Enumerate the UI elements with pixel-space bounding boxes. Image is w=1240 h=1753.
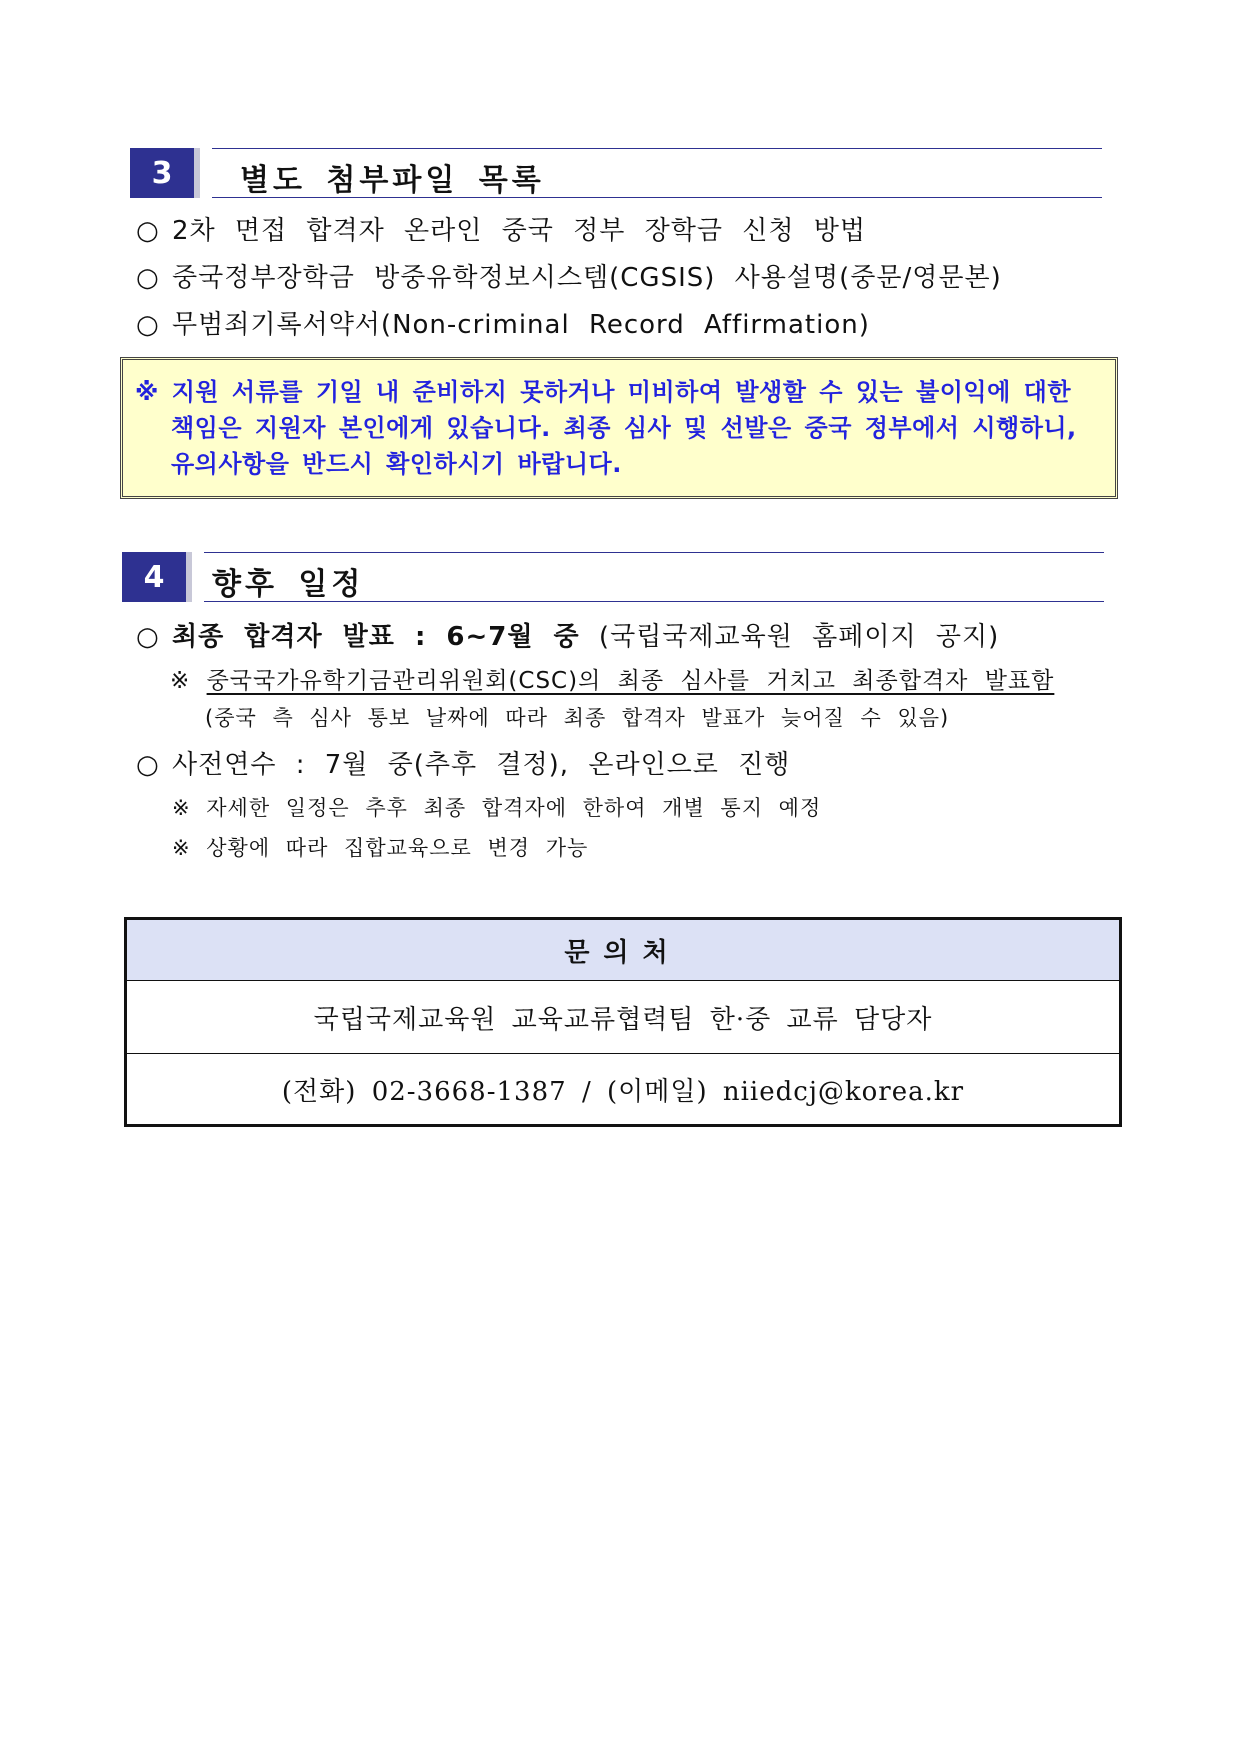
contact-table	[124, 917, 1122, 1127]
list-item	[136, 210, 866, 247]
contact-info[interactable]: (전화) 02-3668-1387 / (이메일) niiedcj@korea.kr	[281, 1076, 965, 1107]
section-title: 향후 일정	[212, 567, 365, 602]
circle-bullet-icon: ○	[136, 216, 160, 246]
note-item: ※ 상황에 따라 집합교육으로 변경 가능	[172, 836, 589, 860]
section-4-header	[122, 552, 1104, 602]
note-item: ※ 자세한 일정은 추후 최종 합격자에 한하여 개별 통지 예정	[172, 796, 822, 820]
csc-note-text: 중국국가유학기금관리위원회(CSC)의 최종 심사를 거치고 최종합격자 발표함	[206, 668, 1055, 694]
list-item-text: 중국정부장학금 방중유학정보시스템(CGSIS) 사용설명(중문/영문본)	[172, 263, 1002, 293]
contact-header: 문의처	[127, 920, 1119, 981]
circle-bullet-icon: ○	[136, 750, 160, 780]
list-item-text: 2차 면접 합격자 온라인 중국 정부 장학금 신청 방법	[172, 216, 866, 246]
circle-bullet-icon: ○	[136, 263, 160, 293]
note-subtext: (중국 측 심사 통보 날짜에 따라 최종 합격자 발표가 늦어질 수 있음)	[205, 706, 950, 730]
contact-team: 국립국제교육원 교육교류협력팀 한·중 교류 담당자	[127, 981, 1119, 1054]
announcement-source: (국립국제교육원 홈페이지 공지)	[579, 622, 1000, 652]
section-title: 별도 첨부파일 목록	[240, 163, 545, 198]
section-number-badge: 4	[122, 552, 186, 602]
note-item	[170, 662, 1054, 695]
list-item	[136, 744, 790, 781]
warning-line	[135, 374, 1105, 410]
header-top-rule	[204, 552, 1104, 553]
list-item	[136, 616, 999, 653]
reference-mark-icon: ※	[170, 668, 191, 694]
warning-text	[135, 374, 1105, 482]
list-item	[136, 257, 1002, 294]
circle-bullet-icon: ○	[136, 310, 160, 340]
reference-mark-icon: ※	[135, 378, 159, 406]
list-item-text: 사전연수 : 7월 중(추후 결정), 온라인으로 진행	[172, 750, 791, 780]
list-item	[136, 304, 870, 341]
section-number-badge: 3	[130, 148, 194, 198]
circle-bullet-icon: ○	[136, 622, 160, 652]
warning-line-text: 지원 서류를 기일 내 준비하지 못하거나 미비하여 발생할 수 있는 불이익에 대한	[171, 378, 1071, 406]
warning-line: 책임은 지원자 본인에게 있습니다. 최종 심사 및 선발은 중국 정부에서 시행하니,	[171, 414, 1077, 442]
section-3-header	[130, 148, 1102, 198]
header-top-rule	[212, 148, 1102, 149]
warning-line: 유의사항을 반드시 확인하시기 바랍니다.	[171, 450, 622, 478]
warning-notice-box	[120, 357, 1118, 499]
list-item-text: 무범죄기록서약서(Non-criminal Record Affirmation)	[172, 310, 870, 340]
announcement-date: 최종 합격자 발표 : 6~7월 중	[172, 622, 580, 652]
